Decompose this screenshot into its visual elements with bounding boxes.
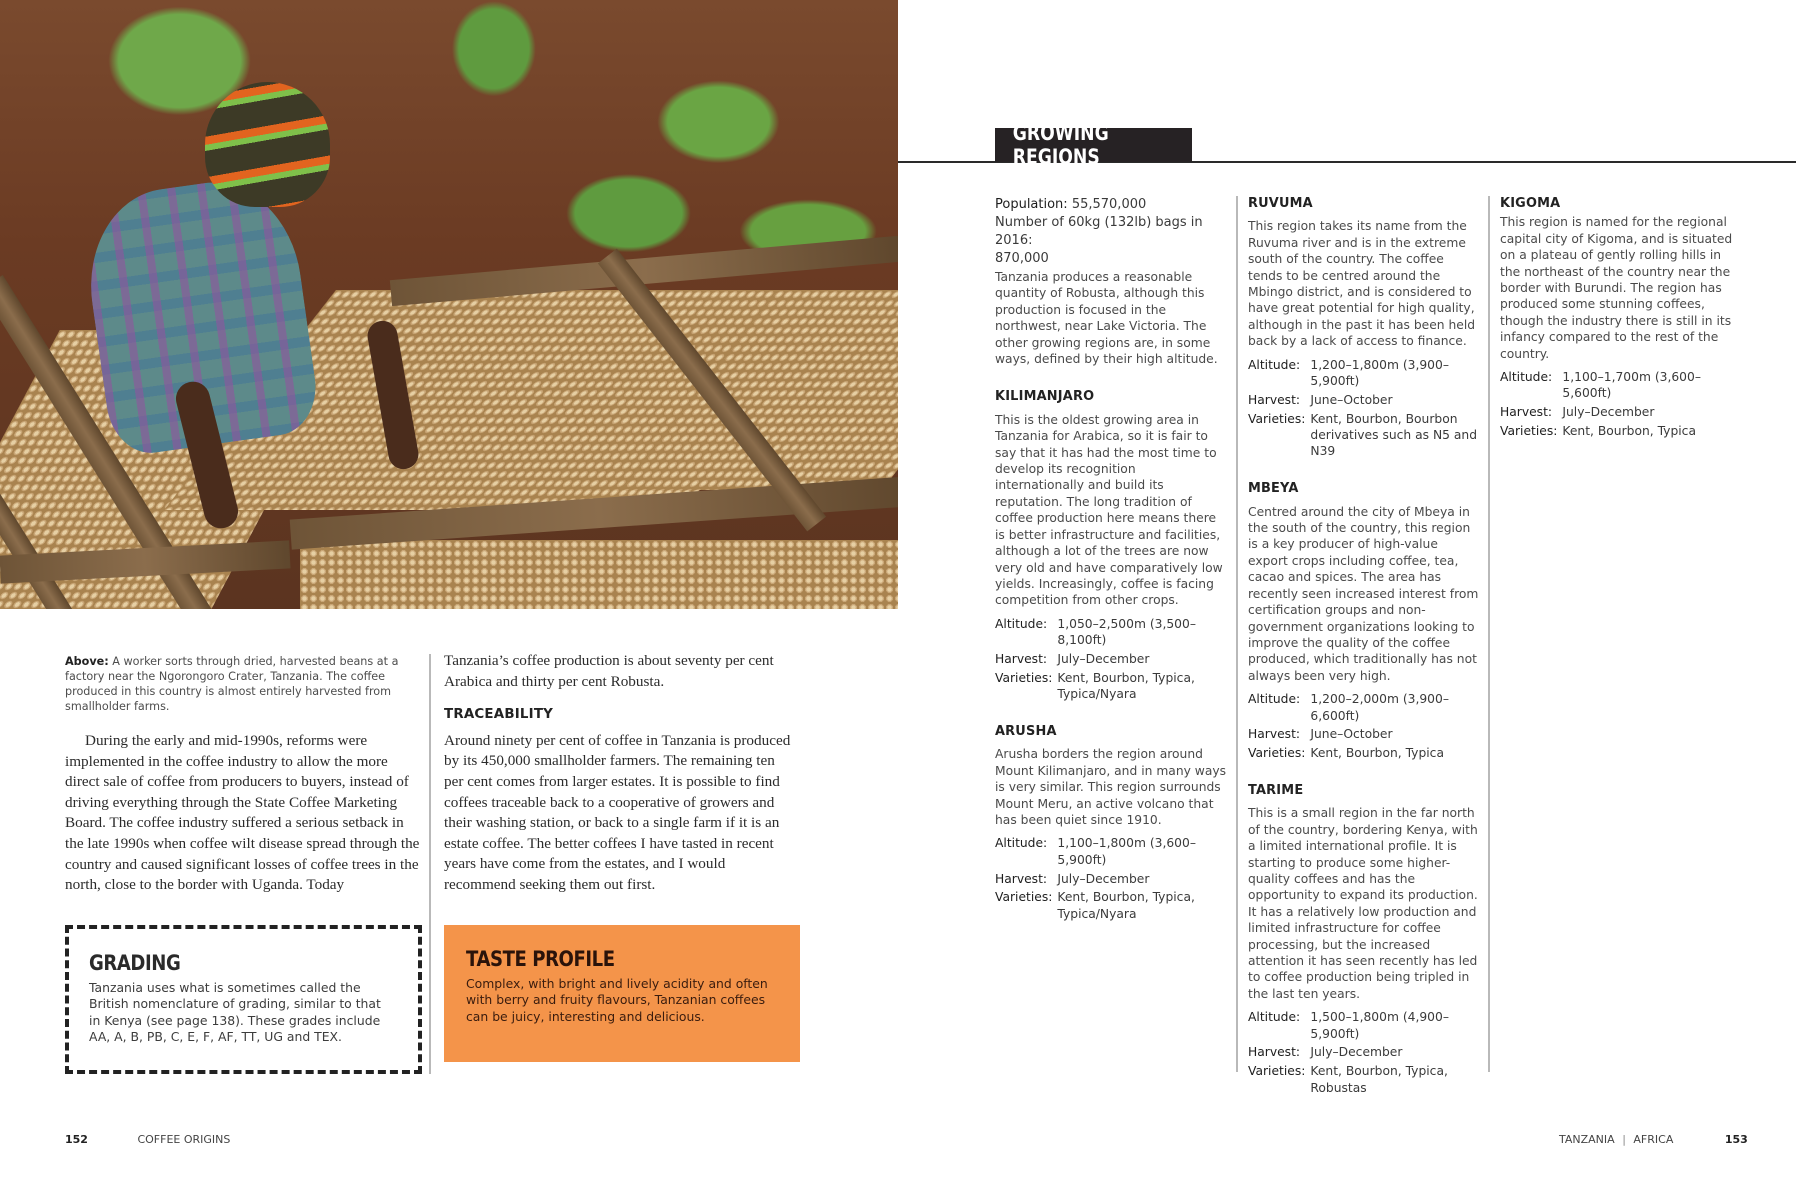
altitude-label: Altitude: [995,836,1048,851]
harvest-label: Harvest: [995,871,1048,886]
region-description: Arusha borders the region around Mount Kilimanjaro, and in many ways is very similar. This region surrounds Mount Meru, an active volcano that has been quiet since 1910. [995,747,1227,827]
regions-column-1 [995,196,1227,944]
worker-hat [205,82,330,207]
region-facts [1248,691,1480,764]
running-head: COFFEE ORIGINS [137,1133,231,1146]
harvest-value: June–October [1310,727,1393,742]
region-name: KIGOMA [1500,196,1561,211]
region-kigoma [1500,196,1740,442]
photo-caption [65,654,420,714]
harvest-label: Harvest: [1248,1045,1301,1060]
region-name: TARIME [1248,782,1304,798]
traceability-text: Around ninety per cent of coffee in Tanzania is produced by its 450,000 smallholder farmers. The remaining ten per cent comes from larger estates. It is possible to find coffees traceable back to a cooperative of growers and their washing station, or back to a single farm if it is an estate coffee. The better coffees I have tasted in recent years have come from the estates, and I would recommend seeking them out first. [444,731,791,893]
region-description: This is the oldest growing area in Tanzania for Arabica, so it is fair to say that it has had the most time to develop its recognition internationally and build its reputation. The long tradition of coffee production here means there is better infrastructure and facilities, although a lot of the trees are now very old and have comparatively low yields. Increasingly, coffee is facing competition from other crops. [995,412,1223,608]
page-number: 153 [1724,1133,1748,1146]
altitude-label: Altitude: [1248,692,1301,707]
grading-box [65,925,422,1074]
altitude-value: 1,500–1,800m (4,900–5,900ft) [1310,1010,1449,1041]
region-name: RUVUMA [1248,196,1313,211]
bags-stat-value: 870,000 [995,251,1049,266]
varieties-value: Kent, Bourbon, Typica, Robustas [1310,1064,1448,1095]
region-facts [1248,1009,1480,1098]
region-description: Centred around the city of Mbeya in the south of the country, this region is a key producer of high-value export crops including coffee, tea, cacao and spices. The area has recently seen increased interest from certification groups and non-government organizations looking to improve the quality of the coffee produced, which traditionally has not always been very high. [1248,504,1479,683]
folio-left [65,1133,230,1146]
coffee-sorting-photo [0,0,898,609]
column-divider [429,654,431,1074]
altitude-value: 1,100–1,800m (3,600–5,900ft) [1057,836,1196,867]
region-ruvuma [1248,196,1480,462]
running-head-country: TANZANIA [1559,1133,1615,1146]
varieties-label: Varieties: [995,670,1053,685]
grading-text: Tanzania uses what is sometimes called the British nomenclature of grading, similar to that in Kenya (see page 138). These grades include AA, A, B, PB, C, E, F, AF, TT, UG and TEX. [89,980,381,1045]
altitude-value: 1,200–2,000m (3,900–6,600ft) [1310,692,1449,723]
varieties-label: Varieties: [995,890,1053,905]
running-head-separator: | [1622,1133,1626,1146]
region-arusha [995,724,1227,925]
varieties-value: Kent, Bourbon, Typica [1310,746,1444,761]
page-number: 152 [65,1133,88,1146]
region-name: KILIMANJARO [995,389,1095,405]
altitude-label: Altitude: [995,616,1048,631]
region-description: This is a small region in the far north of the country, bordering Kenya, with a limited international profile. It is starting to produce some higher-quality coffees and has the opportunity to expand its production. It has a relatively low production and limited infrastructure for coffee processing, but the increased attention it has seen recently has led to coffee production being tripled in the last ten years. [1248,806,1478,1001]
taste-profile-box [444,925,800,1062]
caption-label: Above: [65,655,109,668]
region-facts [995,835,1227,924]
harvest-value: July–December [1310,1045,1403,1060]
altitude-value: 1,100–1,700m (3,600–5,600ft) [1562,370,1701,401]
altitude-label: Altitude: [1248,1010,1301,1025]
region-facts [995,616,1227,705]
region-name: ARUSHA [995,723,1057,739]
harvest-value: June–October [1310,392,1393,407]
regions-column-2 [1248,196,1480,1117]
region-name: MBEYA [1248,481,1299,497]
grading-title: GRADING [89,951,181,975]
varieties-value: Kent, Bourbon, Bourbon derivatives such as N5 and N39 [1310,411,1478,459]
country-stats [995,196,1227,367]
region-mbeya [1248,481,1480,764]
varieties-label: Varieties: [1248,1064,1306,1079]
varieties-label: Varieties: [1500,424,1558,439]
caption-text: A worker sorts through dried, harvested beans at a factory near the Ngorongoro Crater, Tanzania. The coffee produced in this country is almost entirely harvested from smallholder farms. [65,655,399,713]
region-facts [1500,369,1740,442]
region-kilimanjaro [995,389,1227,704]
traceability-heading: TRACEABILITY [444,707,554,723]
regions-column-3 [1500,196,1740,461]
body-column-left [65,731,425,896]
population-stat: Population: 55,570,000 [995,197,1147,212]
altitude-label: Altitude: [1500,370,1553,385]
altitude-value: 1,050–2,500m (3,500–8,100ft) [1057,616,1196,648]
section-title: GROWING REGIONS [1012,121,1109,169]
taste-profile-text: Complex, with bright and lively acidity and often with berry and fruity flavours, Tanzanian coffees can be juicy, interesting and delicious. [466,976,768,1024]
body-column-middle [444,651,794,896]
varieties-label: Varieties: [1248,411,1306,426]
region-tarime [1248,783,1480,1098]
column-divider [1488,196,1490,1072]
growing-regions-heading [995,121,1192,169]
harvest-value: July–December [1562,405,1655,420]
altitude-label: Altitude: [1248,357,1301,372]
harvest-value: July–December [1057,871,1150,886]
folio-right [1559,1133,1748,1146]
varieties-value: Kent, Bourbon, Typica, Typica/Nyara [1057,670,1195,702]
taste-profile-title: TASTE PROFILE [466,947,615,971]
harvest-value: July–December [1057,651,1150,666]
varieties-value: Kent, Bourbon, Typica, Typica/Nyara [1057,890,1195,921]
altitude-value: 1,200–1,800m (3,900–5,900ft) [1310,357,1449,389]
body-paragraph: During the early and mid-1990s, reforms were implemented in the coffee industry to allow the more direct sale of coffee from producers to buyers, instead of driving everything through the State Coffee Marketing Board. The coffee industry suffered a serious setback in the late 1990s when coffee wilt disease spread through the country and caused significant losses of coffee trees in the north, close to the border with Uganda. Today [65,732,420,894]
region-description: This region is named for the regional capital city of Kigoma, and is situated on a plateau of gently rolling hills in the northeast of the country near the border with Burundi. The region has produced some stunning coffees, though the industry there is still in its infancy compared to the rest of the country. [1500,215,1733,361]
column-divider [1236,196,1238,1072]
region-description: This region takes its name from the Ruvuma river and is in the extreme south of the country. The coffee tends to be centred around the Mbingo district, and is considered to have great potential for high quality, although in the past it has been held back by a lack of access to finance. [1248,219,1476,349]
body-continuation: Tanzania’s coffee production is about seventy per cent Arabica and thirty per cent Robusta. [444,652,774,690]
country-intro: Tanzania produces a reasonable quantity of Robusta, although this production is focused in the northwest, near Lake Victoria. The other growing regions are, in some ways, defined by their high altitude. [995,270,1218,367]
harvest-label: Harvest: [995,651,1048,666]
running-head-continent: AFRICA [1633,1133,1674,1146]
varieties-label: Varieties: [1248,746,1306,761]
varieties-value: Kent, Bourbon, Typica [1562,424,1696,439]
harvest-label: Harvest: [1248,727,1301,742]
bags-stat-label: Number of 60kg (132lb) bags in 2016: [995,215,1203,248]
harvest-label: Harvest: [1500,405,1553,420]
harvest-label: Harvest: [1248,392,1301,407]
drying-bed [300,540,898,609]
region-facts [1248,357,1480,463]
